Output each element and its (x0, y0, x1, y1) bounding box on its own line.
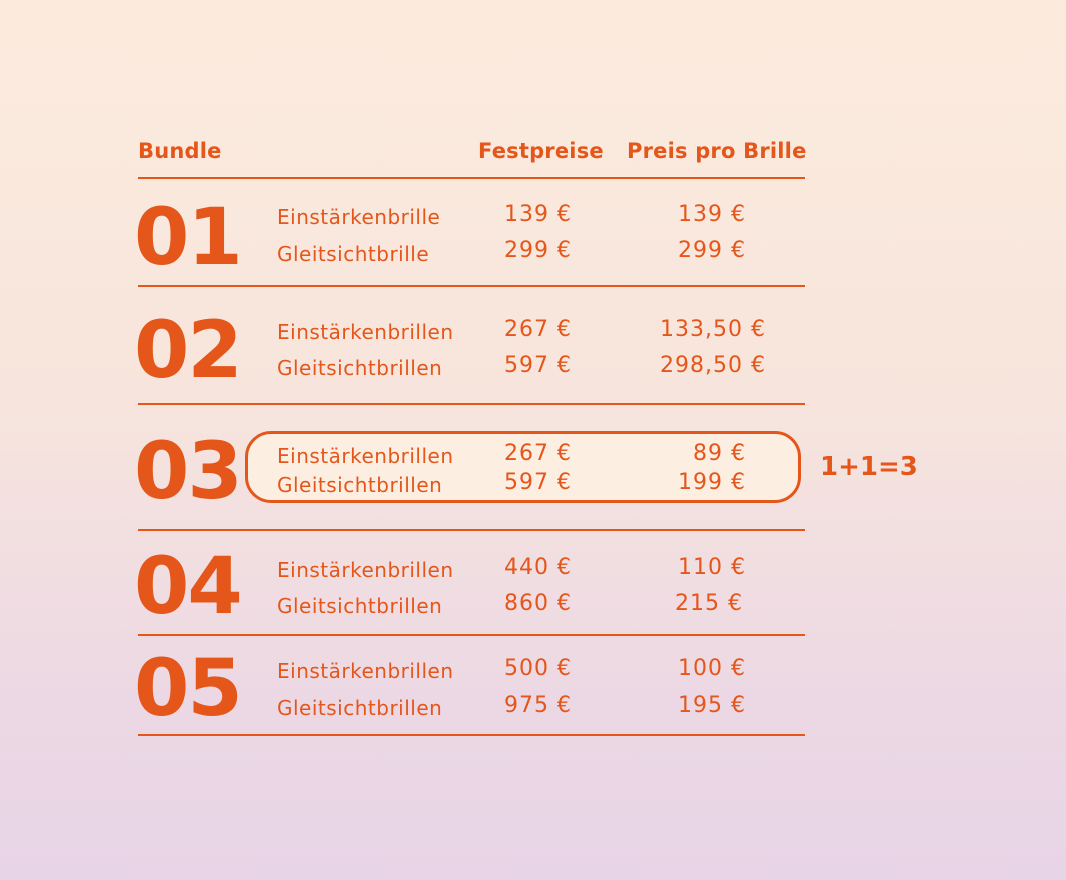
row-preis-pro-brille: 195 € (678, 693, 746, 718)
bundle-number: 02 (134, 306, 241, 396)
row-festpreis: 440 € (504, 555, 572, 580)
row-preis-pro-brille: 133,50 € (660, 317, 766, 342)
row-festpreis: 597 € (504, 353, 572, 378)
row-label: Gleitsichtbrillen (277, 356, 443, 380)
row-label: Gleitsichtbrillen (277, 594, 443, 618)
bundle-number: 01 (134, 193, 241, 283)
row-label: Einstärkenbrillen (277, 444, 454, 468)
row-preis-pro-brille: 89 € (693, 441, 746, 466)
row-label: Einstärkenbrillen (277, 320, 454, 344)
row-label: Einstärkenbrille (277, 205, 441, 229)
header-preis-pro-brille: Preis pro Brille (627, 139, 807, 163)
row-preis-pro-brille: 100 € (678, 656, 746, 681)
row-festpreis: 975 € (504, 693, 572, 718)
row-label: Einstärkenbrillen (277, 558, 454, 582)
row-preis-pro-brille: 299 € (678, 238, 746, 263)
row-festpreis: 267 € (504, 441, 572, 466)
row-festpreis: 299 € (504, 238, 572, 263)
divider (138, 734, 805, 736)
divider (138, 177, 805, 179)
row-label: Gleitsichtbrille (277, 242, 430, 266)
header-bundle: Bundle (138, 139, 222, 163)
row-preis-pro-brille: 298,50 € (660, 353, 766, 378)
bundle-number: 03 (134, 427, 241, 517)
row-preis-pro-brille: 110 € (678, 555, 746, 580)
row-label: Einstärkenbrillen (277, 659, 454, 683)
row-preis-pro-brille: 199 € (678, 470, 746, 495)
row-festpreis: 139 € (504, 202, 572, 227)
offer-badge: 1+1=3 (820, 452, 918, 482)
row-festpreis: 500 € (504, 656, 572, 681)
row-label: Gleitsichtbrillen (277, 473, 443, 497)
row-festpreis: 597 € (504, 470, 572, 495)
row-preis-pro-brille: 139 € (678, 202, 746, 227)
row-preis-pro-brille: 215 € (675, 591, 743, 616)
bundle-number: 04 (134, 542, 241, 632)
row-festpreis: 860 € (504, 591, 572, 616)
divider (138, 403, 805, 405)
row-festpreis: 267 € (504, 317, 572, 342)
divider (138, 285, 805, 287)
header-festpreise: Festpreise (478, 139, 604, 163)
divider (138, 634, 805, 636)
row-label: Gleitsichtbrillen (277, 696, 443, 720)
bundle-number: 05 (134, 644, 241, 734)
divider (138, 529, 805, 531)
